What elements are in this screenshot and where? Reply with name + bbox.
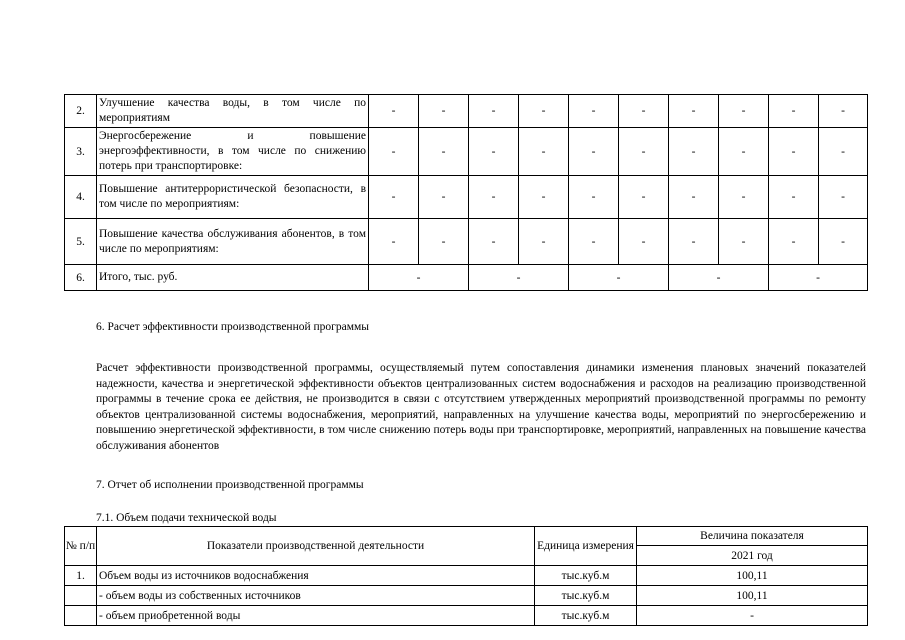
row-number: 1. (65, 566, 97, 586)
total-cell: - (669, 265, 769, 291)
value-cell: - (669, 176, 719, 219)
value-cell: - (569, 176, 619, 219)
row-unit: тыс.куб.м (535, 606, 637, 626)
value-cell: - (619, 219, 669, 265)
row-value: - (637, 606, 868, 626)
value-cell: - (469, 128, 519, 176)
section-7-title: 7. Отчет об исполнении производственной программы (96, 479, 364, 491)
header-unit: Единица измерения (535, 527, 637, 566)
value-cell: - (419, 176, 469, 219)
row-number (65, 606, 97, 626)
value-cell: - (369, 219, 419, 265)
water-supply-table-body (65, 527, 868, 626)
value-cell: - (519, 219, 569, 265)
value-cell: - (769, 95, 819, 128)
value-cell: - (519, 95, 569, 128)
value-cell: - (719, 128, 769, 176)
row-label: Повышение качества обслуживания абонентов, в том числе по мероприятиям: (97, 219, 369, 265)
value-cell: - (469, 219, 519, 265)
measures-table (64, 94, 868, 291)
row-label: Энергосбережение и повышение энергоэффективности, в том числе по снижению потерь при транспортировке: (97, 128, 369, 176)
table-row (65, 176, 868, 219)
value-cell: - (369, 128, 419, 176)
value-cell: - (419, 95, 469, 128)
value-cell: - (419, 219, 469, 265)
value-cell: - (569, 95, 619, 128)
value-cell: - (469, 176, 519, 219)
table-row (65, 128, 868, 176)
table-row (65, 566, 868, 586)
row-label: - объем приобретенной воды (97, 606, 535, 626)
value-cell: - (769, 176, 819, 219)
total-cell: - (469, 265, 569, 291)
value-cell: - (619, 95, 669, 128)
value-cell: - (769, 128, 819, 176)
value-cell: - (519, 128, 569, 176)
total-cell: - (769, 265, 868, 291)
row-label: Итого, тыс. руб. (97, 265, 369, 291)
row-label: Улучшение качества воды, в том числе по мероприятиям (97, 95, 369, 128)
row-unit: тыс.куб.м (535, 566, 637, 586)
row-number: 6. (65, 265, 97, 291)
water-supply-table (64, 526, 868, 626)
value-cell: - (819, 176, 868, 219)
measures-table-body (65, 95, 868, 291)
value-cell: - (569, 219, 619, 265)
row-number: 2. (65, 95, 97, 128)
value-cell: - (369, 95, 419, 128)
table-row (65, 95, 868, 128)
header-indicator: Показатели производственной деятельности (97, 527, 535, 566)
row-number: 4. (65, 176, 97, 219)
row-value: 100,11 (637, 566, 868, 586)
header-num: № п/п (65, 527, 97, 566)
row-unit: тыс.куб.м (535, 586, 637, 606)
row-label: Объем воды из источников водоснабжения (97, 566, 535, 586)
row-label: - объем воды из собственных источников (97, 586, 535, 606)
value-cell: - (769, 219, 819, 265)
value-cell: - (719, 176, 769, 219)
value-cell: - (719, 95, 769, 128)
row-value: 100,11 (637, 586, 868, 606)
value-cell: - (819, 128, 868, 176)
table-row (65, 586, 868, 606)
value-cell: - (369, 176, 419, 219)
value-cell: - (619, 128, 669, 176)
total-cell: - (569, 265, 669, 291)
value-cell: - (569, 128, 619, 176)
value-cell: - (519, 176, 569, 219)
total-cell: - (369, 265, 469, 291)
row-number: 5. (65, 219, 97, 265)
value-cell: - (719, 219, 769, 265)
total-row (65, 265, 868, 291)
header-row (65, 527, 868, 546)
value-cell: - (469, 95, 519, 128)
row-label: Повышение антитеррористической безопасности, в том числе по мероприятиям: (97, 176, 369, 219)
value-cell: - (669, 219, 719, 265)
section-6-title: 6. Расчет эффективности производственной программы (96, 321, 370, 333)
value-cell: - (619, 176, 669, 219)
value-cell: - (819, 219, 868, 265)
value-cell: - (669, 128, 719, 176)
header-year: 2021 год (637, 546, 868, 566)
value-cell: - (419, 128, 469, 176)
table-row (65, 219, 868, 265)
table-row (65, 606, 868, 626)
row-number (65, 586, 97, 606)
value-cell: - (819, 95, 868, 128)
section-7-1-title: 7.1. Объем подачи технической воды (96, 512, 277, 524)
row-number: 3. (65, 128, 97, 176)
value-cell: - (669, 95, 719, 128)
header-value: Величина показателя (637, 527, 868, 546)
section-6-paragraph: Расчет эффективности производственной программы, осуществляемый путем сопоставления динамики изменения плановых значений показателей надежности, качества и энергетической эффективности объектов централизованных систем водоснабжения и расходов на реализацию производственной программы в течение срока ее действия, не производится в связи с отсутствием утвержденных мероприятий производственной программы по ремонту объектов централизованной системы водоснабжения, мероприятий, направленных на улучшение качества воды, мероприятий по энергосбережению и повышению энергетической эффективности, в том числе снижению потерь воды при транспортировке, мероприятий, направленных на повышение качества обслуживания абонентов (96, 362, 866, 452)
